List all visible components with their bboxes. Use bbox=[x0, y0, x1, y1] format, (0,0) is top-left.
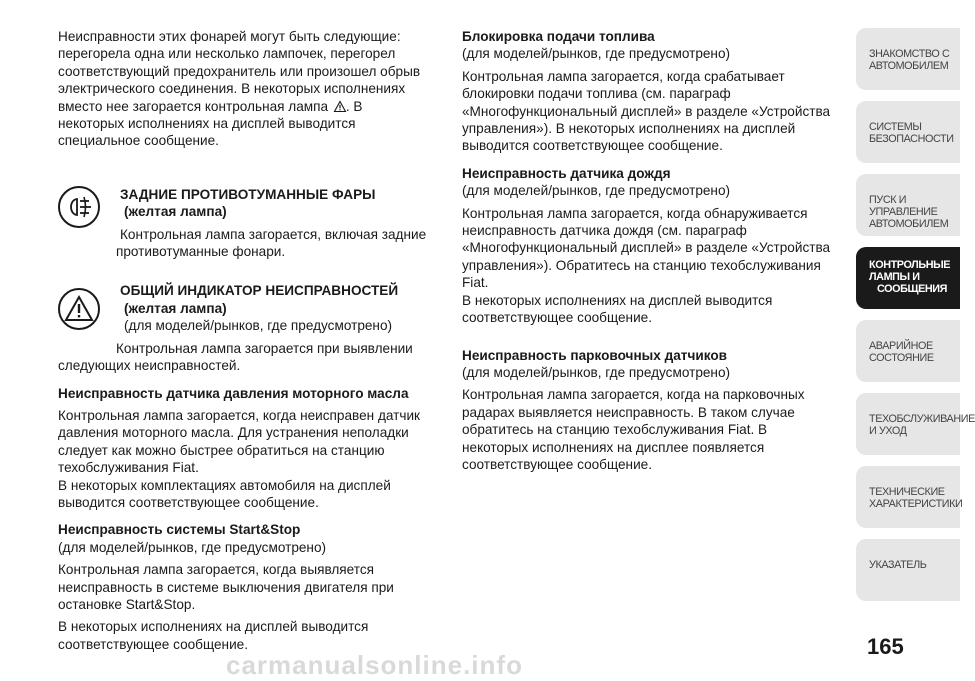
oil-sensor-title: Неисправность датчика давления моторного масла bbox=[58, 385, 409, 401]
general-warning-section: ОБЩИЙ ИНДИКАТОР НЕИСПРАВНОСТЕЙ (желтая лампа) (для моделей/рынков, где предусмотрено) Контрольная лампа загорается при выявлении следующих неисправностей. bbox=[58, 282, 440, 374]
tab-warning-lights[interactable]: КОНТРОЛЬНЫЕ ЛАМПЫ И СООБЩЕНИЯ bbox=[856, 247, 960, 309]
rear-fog-section: ЗАДНИЕ ПРОТИВОТУМАННЫЕ ФАРЫ (желтая лампа) Контрольная лампа загорается, включая задние противотуманные фонари. bbox=[58, 186, 440, 261]
fuel-cutoff-title: Блокировка подачи топлива bbox=[462, 29, 655, 44]
tab-safety-systems[interactable]: СИСТЕМЫ БЕЗОПАСНОСТИ bbox=[856, 101, 960, 163]
watermark: carmanualsonline.info bbox=[226, 650, 523, 680]
general-warning-title: ОБЩИЙ ИНДИКАТОР НЕИСПРАВНОСТЕЙ bbox=[120, 283, 399, 299]
left-column: Неисправности этих фонарей могут быть следующие: перегорела одна или несколько лампочек, перегорел соответствующий предохранитель или произошел обрыв электрического соединения. В некоторых исполнениях вместо нее загорается контрольная лампа . В некоторых исполнениях на дисплей выводится специальное сообщение. ЗАДНИЕ ПРОТИВОТУМАННЫЕ ФАРЫ (желтая лампа) Контрольная лампа загорается, включая задние противотуманные фонари. ОБЩИЙ ИНДИКАТОР НЕИСПРАВНОСТЕЙ (желтая лампа) (для моделей/рынков, где предусмотрено) Контрольная лампа загорается при выявлении следующих неисправностей. Неисправность датчика давления моторного масла Контрольная лампа загорается, когда неисправен датчик давления моторного масла. Для устранения неполадки следует как можно быстрее обратиться на станцию техобслуживания Fiat. В некоторых комплектациях автомобиля на дисплей выводится соответствующее сообщение. Неисправность системы Start&Stop (для моделей/рынков, где предусмотрено) Контрольная лампа загорается, когда выявляется неисправность в системе выключения двигателя при остановке Start&Stop. В некоторых исполнениях на дисплей выводится соответствующее сообщение. bbox=[58, 28, 440, 653]
page-number: 165 bbox=[867, 634, 904, 659]
rain-sensor-text: Контрольная лампа загорается, когда обнаруживается неисправность датчика дождя (см. параграф «Многофункциональный дисплей» в разделе «Устройства управления»). Обратитесь на станцию техобслуживания Fiat. В некоторых исполнениях на дисплей выводится соответствующее сообщение. bbox=[462, 205, 831, 326]
tab-maintenance[interactable]: ТЕХОБСЛУЖИВАНИЕ И УХОД bbox=[856, 393, 960, 455]
warning-triangle-icon bbox=[58, 288, 100, 330]
right-column: Блокировка подачи топлива (для моделей/рынков, где предусмотрено) Контрольная лампа загорается, когда срабатывает блокировки подачи топлива (см. параграф «Многофункциональный дисплей» в разделе «Устройства управления»). В некоторых исполнениях на дисплей выводится соответствующее сообщение. Неисправность датчика дождя (для моделей/рынков, где предусмотрено) Контрольная лампа загорается, когда обнаруживается неисправность датчика дождя (см. параграф «Многофункциональный дисплей» в разделе «Устройства управления»). Обратитесь на станцию техобслуживания Fiat. В некоторых исполнениях на дисплей выводится соответствующее сообщение. Неисправность парковочных датчиков (для моделей/рынков, где предусмотрено) Контрольная лампа загорается, когда на парковочных радарах выявляется неисправность. В таком случае обратитесь на станцию техобслуживания Fiat. В некоторых исполнениях на дисплее появляется соответствующее сообщение. bbox=[462, 28, 842, 473]
section-tabs bbox=[856, 28, 975, 612]
rear-fog-lamp-icon bbox=[58, 186, 100, 228]
startstop-title: Неисправность системы Start&Stop bbox=[58, 522, 301, 538]
parking-sensor-title: Неисправность парковочных датчиков bbox=[462, 347, 727, 363]
fuel-cutoff-text: Контрольная лампа загорается, когда срабатывает блокировки подачи топлива (см. параграф «Многофункциональный дисплей» в разделе «Устройства управления»). В некоторых исполнениях на дисплей выводится соответствующее сообщение. bbox=[462, 68, 831, 154]
rain-sensor-title: Неисправность датчика дождя bbox=[462, 165, 671, 181]
tab-index[interactable]: УКАЗАТЕЛЬ bbox=[856, 539, 960, 601]
parking-sensor-text: Контрольная лампа загорается, когда на парковочных радарах выявляется неисправность. В таком случае обратитесь на станцию техобслуживания Fiat. В некоторых исполнениях на дисплее появляется соответствующее сообщение. bbox=[462, 387, 805, 472]
rear-fog-subtitle: (желтая лампа) bbox=[124, 204, 227, 220]
general-warning-subtitle: (желтая лампа) bbox=[124, 300, 227, 316]
rear-fog-title: ЗАДНИЕ ПРОТИВОТУМАННЫЕ ФАРЫ bbox=[120, 186, 376, 202]
warning-triangle-icon bbox=[334, 101, 346, 112]
tab-emergency[interactable]: АВАРИЙНОЕ СОСТОЯНИЕ bbox=[856, 320, 960, 382]
tab-getting-to-know[interactable]: ЗНАКОМСТВО С АВТОМОБИЛЕМ bbox=[856, 28, 960, 90]
oil-sensor-text: Контрольная лампа загорается, когда неисправен датчик давления моторного масла. Для устранения неполадки следует как можно быстрее обратиться на станцию техобслуживания Fiat. В некоторых комплектациях автомобиля на дисплей выводится соответствующее сообщение. bbox=[58, 407, 420, 510]
tab-technical-specs[interactable]: ТЕХНИЧЕСКИЕ ХАРАКТЕРИСТИКИ bbox=[856, 466, 960, 528]
intro-paragraph: Неисправности этих фонарей могут быть следующие: перегорела одна или несколько лампочек, перегорел соответствующий предохранитель или произошел обрыв электрического соединения. В некоторых исполнениях вместо нее загорается контрольная лампа . В некоторых исполнениях на дисплей выводится специальное сообщение. bbox=[58, 29, 421, 149]
tab-starting-driving[interactable]: ПУСК И УПРАВЛЕНИЕ АВТОМОБИЛЕМ bbox=[856, 174, 960, 236]
startstop-text: Контрольная лампа загорается, когда выявляется неисправность в системе выключения двигателя при остановке Start&Stop. В некоторых исполнениях на дисплей выводится соответствующее сообщение. bbox=[58, 562, 394, 652]
